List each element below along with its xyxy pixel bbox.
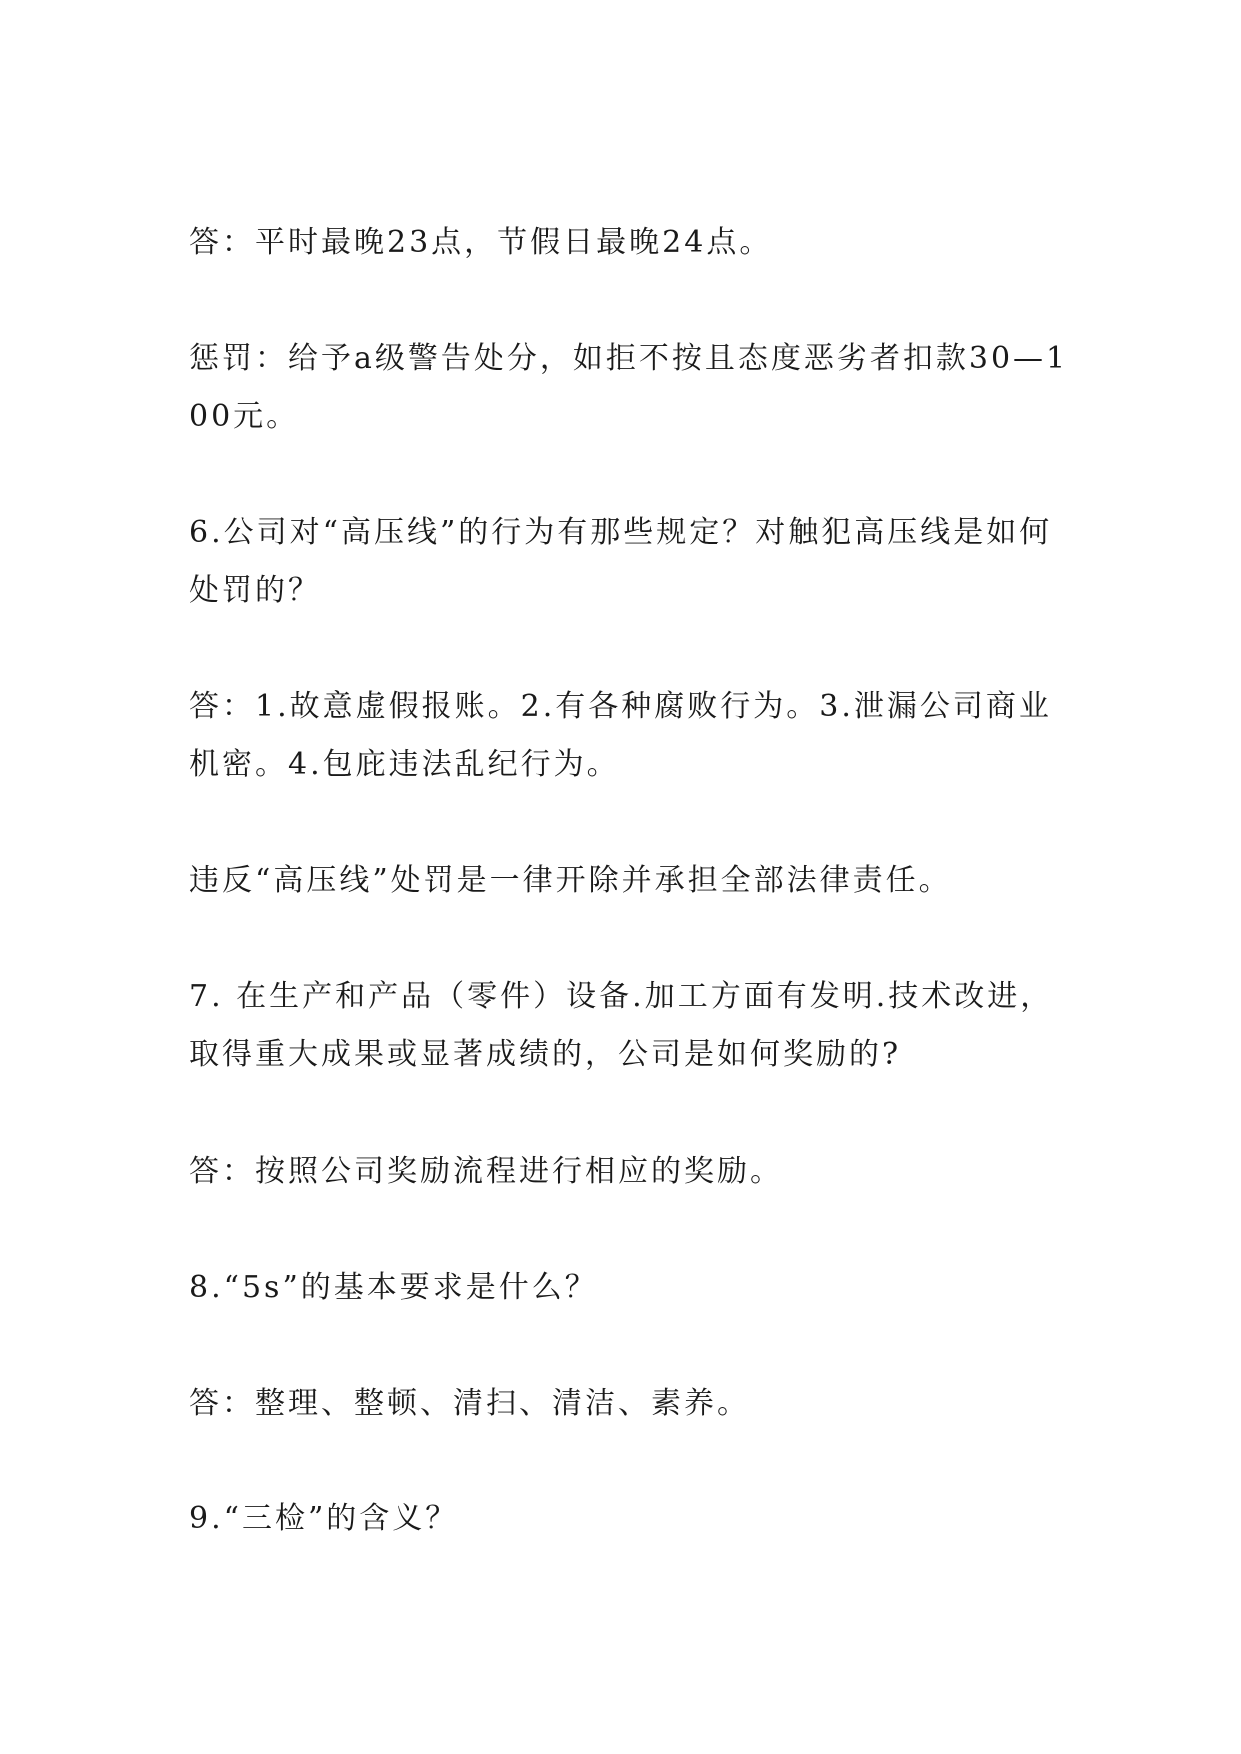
question-9-three-checks: 9.“三检”的含义？ bbox=[189, 1501, 459, 1536]
penalty-warning-paragraph: 惩罚：给予a级警告处分，如拒不按且态度恶劣者扣款30—100元。 bbox=[189, 341, 1069, 434]
question-6-high-voltage-line: 6.公司对“高压线”的行为有那些规定？对触犯高压线是如何处罚的？ bbox=[189, 515, 1053, 608]
high-voltage-penalty-paragraph: 违反“高压线”处罚是一律开除并承担全部法律责任。 bbox=[189, 863, 952, 898]
answer-curfew-times: 答：平时最晚23点，节假日最晚24点。 bbox=[189, 225, 773, 260]
answer-7-rewards: 答：按照公司奖励流程进行相应的奖励。 bbox=[189, 1154, 783, 1189]
question-7-rewards: 7. 在生产和产品（零件）设备.加工方面有发明.技术改进，取得重大成果或显著成绩的，公司是如何奖励的? bbox=[189, 979, 1054, 1072]
question-8-5s: 8.“5s”的基本要求是什么？ bbox=[189, 1270, 598, 1305]
answer-8-5s: 答：整理、整顿、清扫、清洁、素养。 bbox=[189, 1386, 750, 1421]
answer-6-list: 答：1.故意虚假报账。2.有各种腐败行为。3.泄漏公司商业机密。4.包庇违法乱纪行为。 bbox=[189, 689, 1052, 782]
